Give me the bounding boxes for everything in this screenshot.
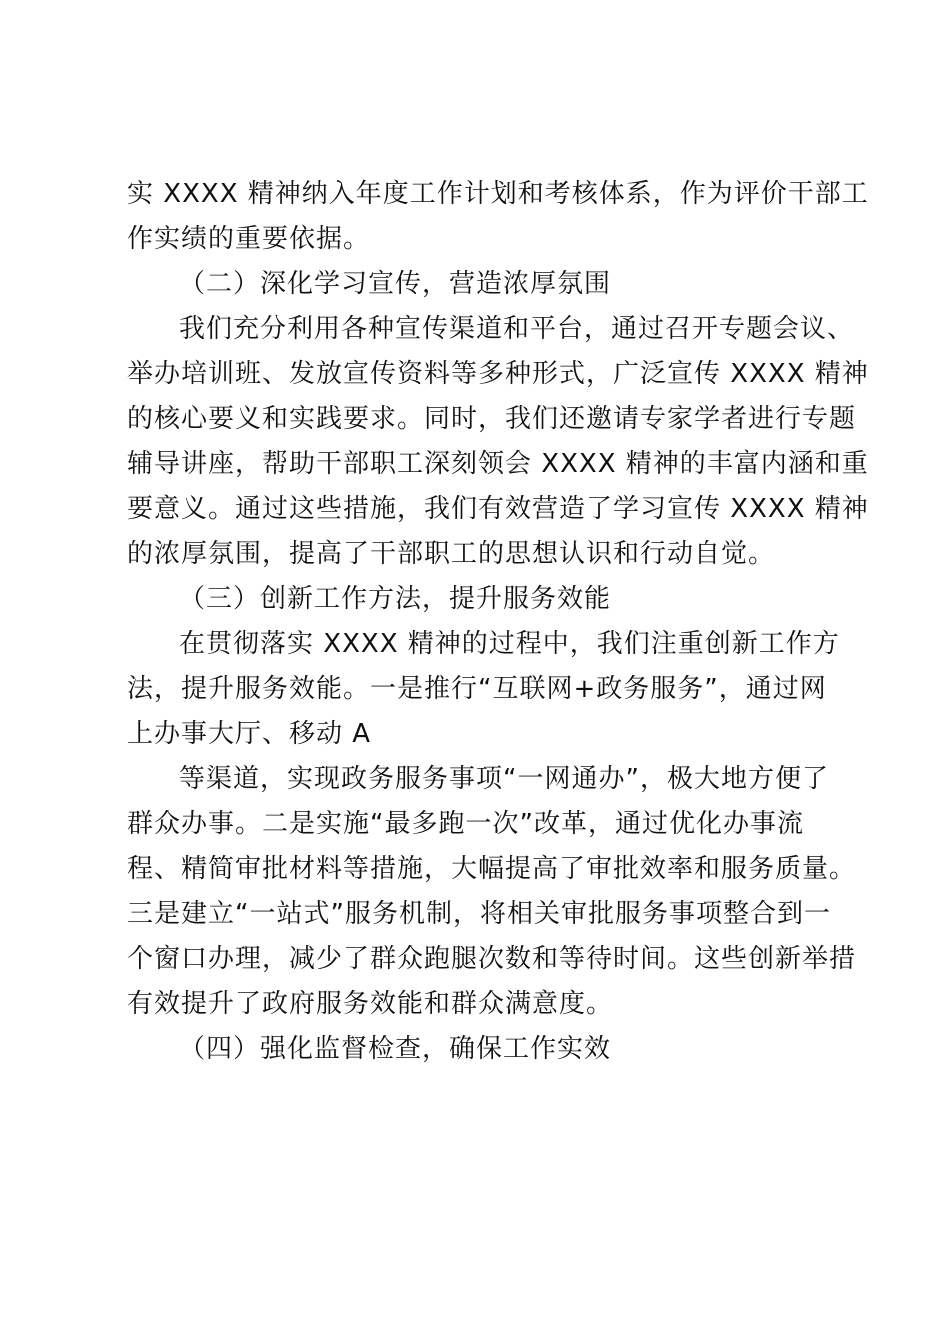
body-text-line: 程、精简审批材料等措施，大幅提高了审批效率和服务质量。: [127, 854, 857, 884]
body-text-line: 三是建立“一站式”服务机制，将相关审批服务事项整合到一: [127, 899, 831, 929]
body-text-line: 作实绩的重要依据。: [127, 224, 371, 254]
section-heading-2: （二）深化学习宣传，营造浓厚氛围: [179, 269, 612, 299]
body-text-line: 法，提升服务效能。一是推行“互联网+政务服务”，通过网: [127, 674, 827, 704]
body-text-line: 群众办事。二是实施“最多跑一次”改革，通过优化办事流: [127, 809, 804, 839]
section-heading-3: （三）创新工作方法，提升服务效能: [179, 584, 612, 614]
body-text-line: 上办事大厅、移动 A: [127, 719, 372, 749]
body-text-line: 辅导讲座，帮助干部职工深刻领会 XXXX 精神的丰富内涵和重: [127, 449, 869, 479]
body-text-line: 要意义。通过这些措施，我们有效营造了学习宣传 XXXX 精神: [127, 494, 869, 524]
body-text-line: 等渠道，实现政务服务事项“一网通办”，极大地方便了: [179, 764, 829, 794]
body-text-line: 的核心要义和实践要求。同时，我们还邀请专家学者进行专题: [127, 404, 857, 434]
body-text-line: 我们充分利用各种宣传渠道和平台，通过召开专题会议、: [179, 314, 855, 344]
body-text-line: 个窗口办理，减少了群众跑腿次数和等待时间。这些创新举措: [127, 944, 857, 974]
body-text-line: 举办培训班、发放宣传资料等多种形式，广泛宣传 XXXX 精神: [127, 359, 869, 389]
body-text-line: 在贯彻落实 XXXX 精神的过程中，我们注重创新工作方: [179, 629, 840, 659]
body-text-line: 有效提升了政府服务效能和群众满意度。: [127, 989, 614, 1019]
body-text-line: 实 XXXX 精神纳入年度工作计划和考核体系，作为评价干部工: [127, 179, 869, 209]
section-heading-4: （四）强化监督检查，确保工作实效: [179, 1034, 612, 1064]
body-text-line: 的浓厚氛围，提高了干部职工的思想认识和行动自觉。: [127, 539, 776, 569]
